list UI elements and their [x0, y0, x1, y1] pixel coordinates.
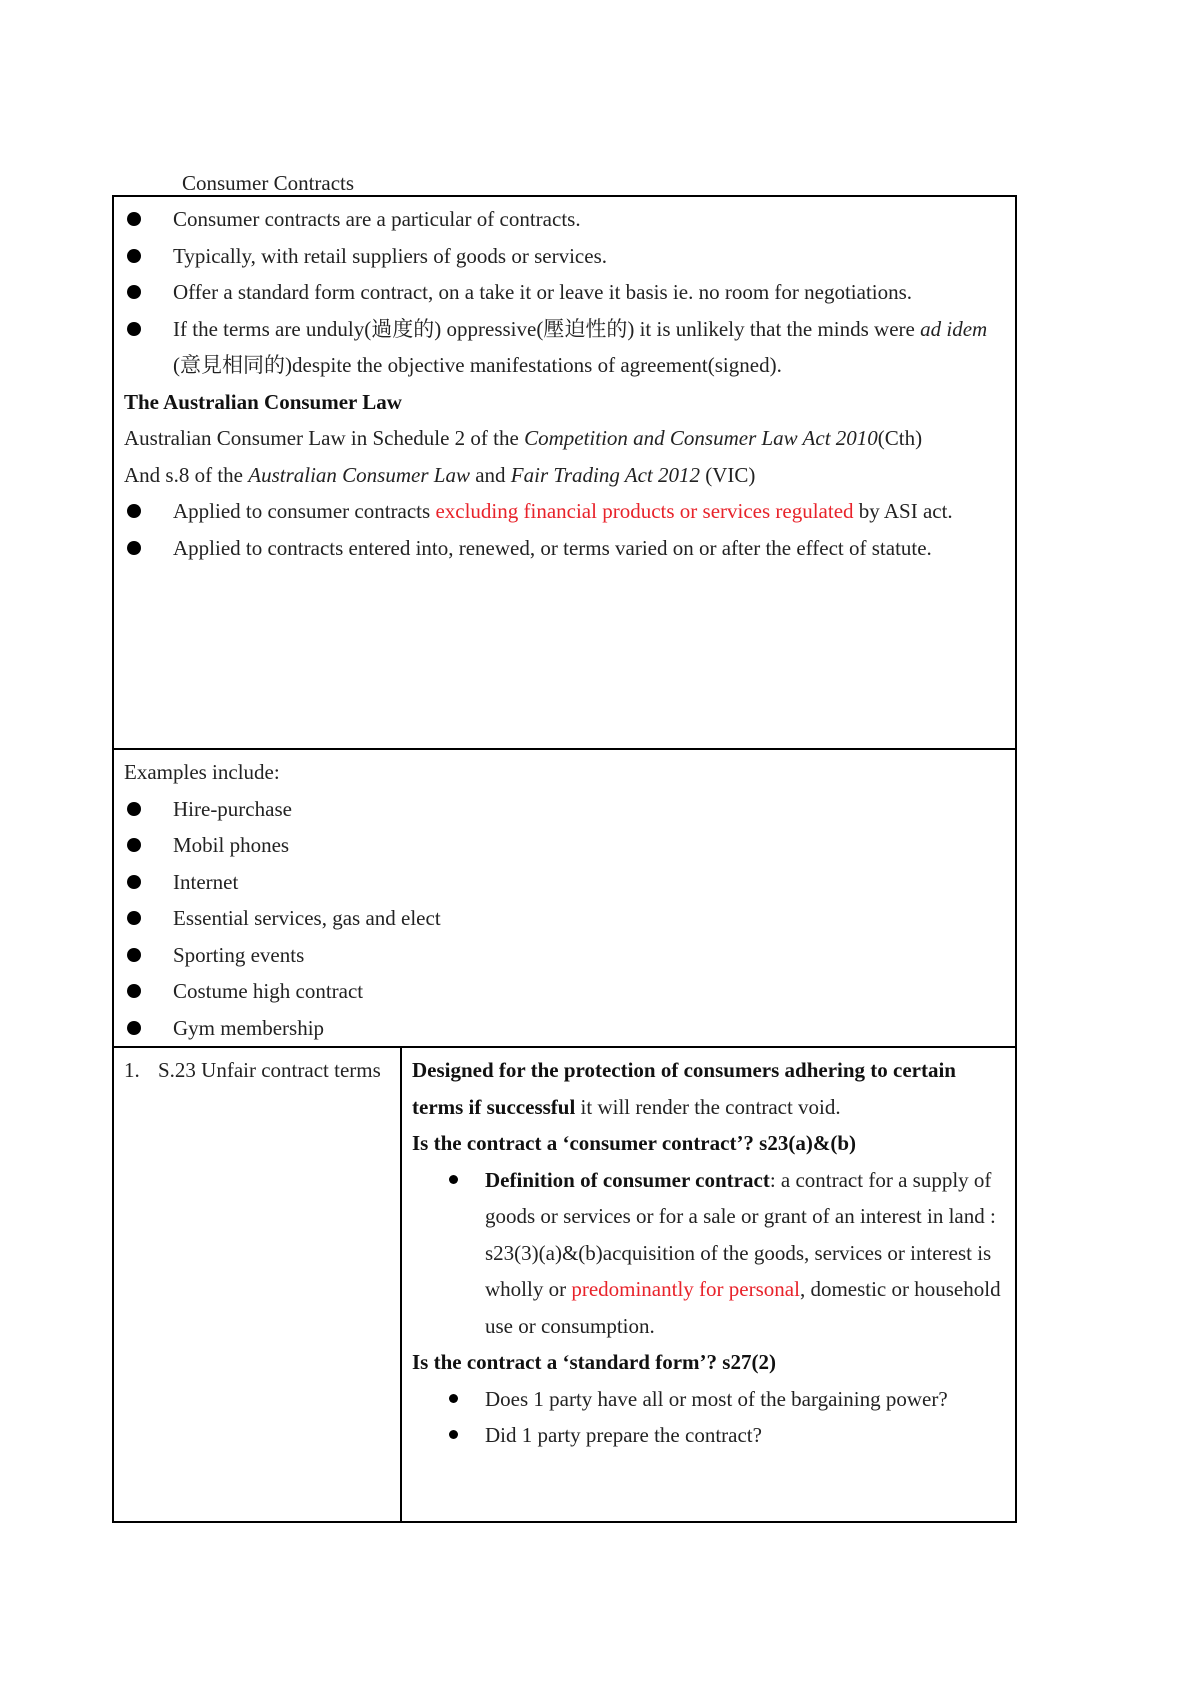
list-item: Does 1 party have all or most of the bargaining power? [485, 1381, 1005, 1418]
list-item-definition: Definition of consumer contract: a contract for a supply of goods or services or for a sale or grant of an interest in land : s23(3)(a)&(b)acquisition of the goods, services or interest is wholly or predominantly for personal, domestic or household use or consumption. [485, 1162, 1005, 1345]
topic-title: S.23 Unfair contract terms [158, 1058, 381, 1082]
acl-paragraph: Australian Consumer Law in Schedule 2 of the Competition and Consumer Law Act 2010(Cth) [124, 426, 923, 450]
list-item: Mobil phones [124, 827, 1005, 864]
topic-number: 1. [124, 1058, 140, 1082]
examples-intro: Examples include: [124, 760, 280, 784]
list-item: Applied to contracts entered into, renewed, or terms varied on or after the effect of statute. [124, 530, 1005, 567]
list-item: Consumer contracts are a particular of contracts. [124, 201, 1005, 238]
table-row-examples [113, 749, 1016, 1047]
table-row-unfair-terms [113, 1047, 1016, 1522]
definition-list [412, 1162, 1005, 1345]
overview-cell [113, 196, 1016, 749]
list-item: Offer a standard form contract, on a take it or leave it basis ie. no room for negotiations. [124, 274, 1005, 311]
applied-bullets [124, 493, 1005, 566]
fair-trading-paragraph: And s.8 of the Australian Consumer Law and Fair Trading Act 2012 (VIC) [124, 462, 756, 487]
question-consumer-contract: Is the contract a ‘consumer contract’? s23(a)&(b) [412, 1131, 857, 1155]
list-item: Essential services, gas and elect [124, 900, 1005, 937]
detail-intro: Designed for the protection of consumers adhering to certain terms if successful it will render the contract void. [412, 1058, 956, 1119]
list-item: Sporting events [124, 937, 1005, 974]
topic-heading [124, 1052, 390, 1089]
detail-cell [401, 1047, 1016, 1522]
list-item-oppressive: If the terms are unduly(過度的) oppressive(壓迫性的) it is unlikely that the minds were ad idem (意見相同的)despite the objective manifestations of agreement(signed). [124, 311, 1005, 384]
list-item: Typically, with retail suppliers of goods or services. [124, 238, 1005, 275]
list-item: Gym membership [124, 1010, 1005, 1047]
overview-bullets [124, 201, 1005, 384]
notes-table [112, 195, 1017, 1523]
document-title: Consumer Contracts [182, 171, 355, 195]
examples-cell [113, 749, 1016, 1047]
question-standard-form: Is the contract a ‘standard form’? s27(2) [412, 1350, 776, 1374]
topic-cell [113, 1047, 401, 1522]
list-item: Internet [124, 864, 1005, 901]
list-item: Did 1 party prepare the contract? [485, 1417, 1005, 1454]
list-item: Costume high contract [124, 973, 1005, 1010]
list-item: Applied to consumer contracts excluding financial products or services regulated by ASI act. [124, 493, 1005, 530]
list-item: Hire-purchase [124, 791, 1005, 828]
table-row-overview [113, 196, 1016, 749]
standard-form-list [412, 1381, 1005, 1454]
examples-list [124, 791, 1005, 1047]
section-heading: The Australian Consumer Law [124, 389, 402, 414]
